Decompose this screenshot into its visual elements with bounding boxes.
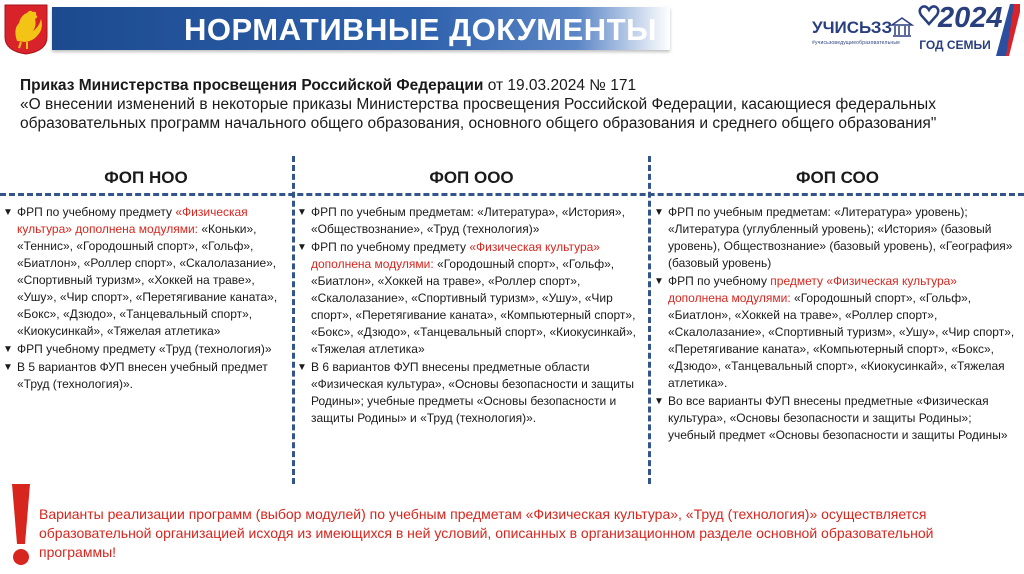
item-text: Во все варианты ФУП внесены предметные «Физическая культура», «Основы безопасности и защиты Родины»; учебный предмет «Основы безопасности и защиты Родины» (668, 394, 1008, 442)
item-text: ФРП по учебным предметам: «Литература», «История», «Обществознание», «Труд (технология)» (311, 205, 625, 236)
item-text: ФРП учебному предмету «Труд (технология)» (17, 342, 272, 356)
triangle-bullet-icon: ▼ (3, 344, 13, 355)
tricolor-stripes-icon (996, 4, 1020, 56)
exclamation-icon (8, 482, 34, 568)
list-item (3, 359, 285, 393)
item-text: «Городошный спорт», «Гольф», «Биатлон», «Хоккей на траве», «Роллер спорт», «Скалолазание», «Спортивный туризм», «Ушу», «Чир спорт», «Перетягивание каната», «Компьютерный спорт», «Бокс», «Дзюдо», «Танцевальный спорт», «Киокусинкай», «Тяжелая атлетика». (668, 291, 1015, 390)
header (0, 0, 1024, 60)
warning-note: Варианты реализации программ (выбор модулей) по учебным предметам «Физическая культура», «Труд (технология)» осуществляется образовательной организацией исходя из имеющихся в ней условий, описанных в организационном разделе основной образовательной программы! (39, 506, 934, 560)
item-text: В 5 вариантов ФУП внесен учебный предмет «Труд (технология)». (17, 360, 268, 391)
item-text: ФРП по учебному (668, 274, 771, 288)
item-text: «Коньки», «Теннис», «Городошный спорт», «Гольф», «Биатлон», «Роллер спорт», «Скалолазание», «Спортивный туризм», «Хоккей на траве», «Ушу», «Чир спорт», «Перетягивание каната», «Бокс», «Дзюдо», «Танцевальный спорт», «Киокусинкай», «Тяжелая атлетика» (17, 222, 278, 338)
list-item (654, 393, 1016, 444)
triangle-bullet-icon: ▼ (654, 207, 664, 218)
rooster-crest-icon (3, 3, 49, 55)
column-divider-1 (292, 156, 295, 484)
highlight-text: предмету «Физическая культура» дополнена модулями: (668, 274, 957, 305)
column-heading-noo: ФОП НОО (104, 168, 188, 187)
list-item (3, 204, 285, 340)
building-icon (890, 16, 914, 38)
order-description: «О внесении изменений в некоторые приказы Министерства просвещения Российской Федерации, касающиеся федеральных образовательных программ начального общего образования, основного общего образования и среднего общего образования" (20, 96, 937, 132)
item-text: В 6 вариантов ФУП внесены предметные области «Физическая культура», «Основы безопасности и защиты Родины»; учебные предметы «Основы безопасности и защиты Родины» и «Труд (технология)». (311, 360, 635, 425)
order-date-number: от 19.03.2024 № 171 (483, 77, 637, 94)
year-caption: ГОД СЕМЬИ (919, 38, 991, 52)
list-item (3, 341, 285, 358)
triangle-bullet-icon: ▼ (297, 362, 307, 373)
highlight-text: «Физическая культура» дополнена модулями: (17, 205, 248, 236)
page-title: НОРМАТИВНЫЕ ДОКУМЕНТЫ (184, 12, 657, 47)
uchis-logo (812, 18, 916, 50)
item-text: ФРП по учебному предмету (17, 205, 176, 219)
item-text: ФРП по учебным предметам: «Литература» уровень); «Литература (углубленный уровень); «История» (базовый уровень), Обществознание» (базовый уровень), «География» (базовый уровень) (668, 205, 1013, 270)
item-text: «Городошный спорт», «Гольф», «Биатлон», «Хоккей на траве», «Роллер спорт», «Скалолазание», «Спортивный туризм», «Ушу», «Чир спорт», «Перетягивание каната», «Компьютерный спорт», «Бокс», «Дзюдо», «Танцевальный спорт», «Киокусинкай», «Тяжелая атлетика» (311, 257, 636, 356)
title-banner (52, 7, 670, 50)
triangle-bullet-icon: ▼ (297, 207, 307, 218)
triangle-bullet-icon: ▼ (3, 207, 13, 218)
triangle-bullet-icon: ▼ (3, 362, 13, 373)
column-heading-soo: ФОП СОО (796, 168, 879, 187)
order-title: Приказ Министерства просвещения Российской Федерации (20, 77, 484, 94)
highlight-text: «Физическая культура» дополнена модулями: (311, 240, 600, 271)
column-heading-ooo: ФОП ООО (429, 168, 514, 187)
heart-icon (918, 4, 940, 26)
triangle-bullet-icon: ▼ (297, 242, 307, 253)
triangle-bullet-icon: ▼ (654, 276, 664, 287)
horizontal-divider (0, 193, 1024, 196)
column-ooo (297, 204, 642, 428)
uchis-logo-name: УЧИСЬЗЗ (812, 18, 893, 37)
list-item (654, 273, 1016, 392)
list-item (297, 239, 642, 358)
order-block (20, 76, 1010, 133)
triangle-bullet-icon: ▼ (654, 396, 664, 407)
list-item (297, 204, 642, 238)
list-item (297, 359, 642, 427)
list-item (654, 204, 1016, 272)
column-divider-2 (648, 156, 651, 484)
year-of-family-logo (918, 4, 1020, 56)
item-text: ФРП по учебному предмету (311, 240, 470, 254)
year-number: 2024 (938, 2, 1003, 34)
column-noo (3, 204, 285, 394)
column-soo (654, 204, 1016, 445)
uchis-logo-subtitle: #учисьзоведущиеобразовательныe (812, 40, 901, 46)
